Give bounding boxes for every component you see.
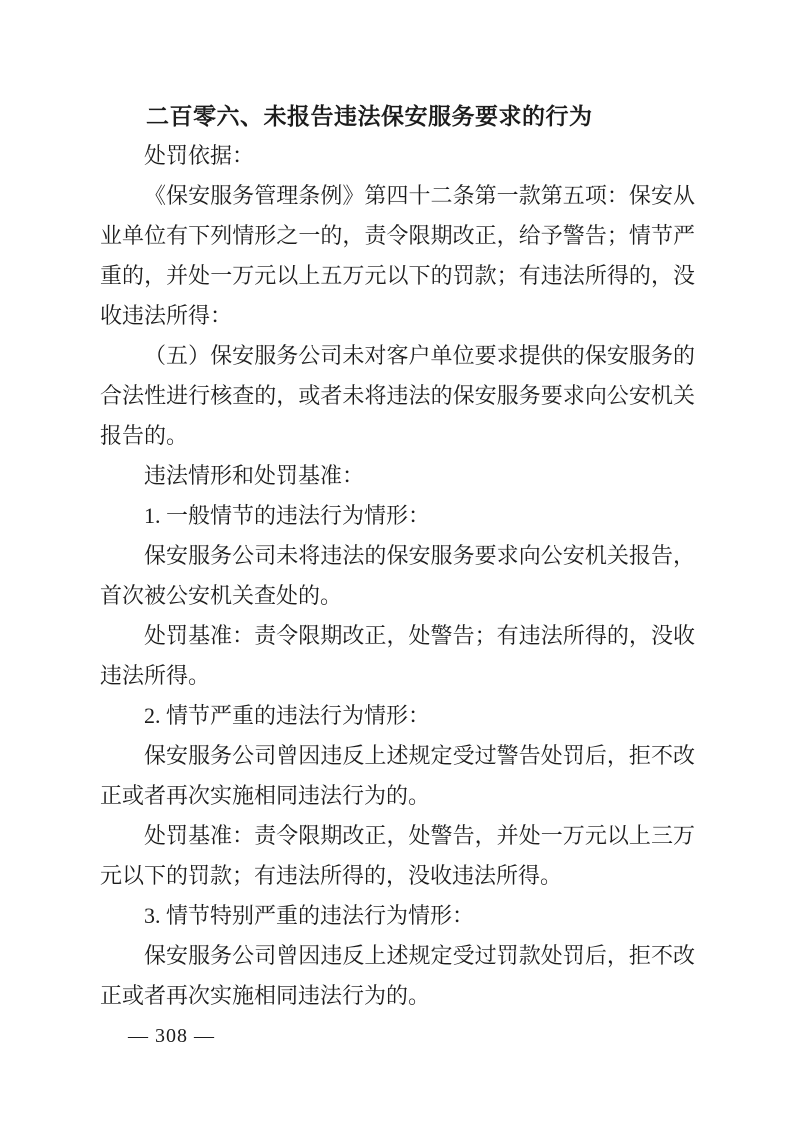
paragraph-case2-penalty: 处罚基准：责令限期改正，处警告，并处一万元以上三万元以下的罚款；有违法所得的，没收违法所得。: [100, 823, 695, 888]
paragraph-case1-heading: 1. 一般情节的违法行为情形：: [144, 503, 431, 528]
paragraph-case2-situation: 保安服务公司曾因违反上述规定受过警告处罚后，拒不改正或者再次实施相同违法行为的。: [100, 743, 695, 808]
paragraph-case1-penalty: 处罚基准：责令限期改正，处警告；有违法所得的，没收违法所得。: [100, 623, 695, 688]
paragraph-item-five: （五）保安服务公司未对客户单位要求提供的保安服务的合法性进行核查的，或者未将违法的保安服务要求向公安机关报告的。: [100, 343, 695, 448]
page-number: — 308 —: [128, 1025, 215, 1047]
paragraph-case3-heading: 3. 情节特别严重的违法行为情形：: [144, 903, 475, 928]
paragraph-case2-heading: 2. 情节严重的违法行为情形：: [144, 703, 431, 728]
paragraph-case1-situation: 保安服务公司未将违法的保安服务要求向公安机关报告，首次被公安机关查处的。: [100, 543, 695, 608]
paragraph-case3-situation: 保安服务公司曾因违反上述规定受过罚款处罚后，拒不改正或者再次实施相同违法行为的。: [100, 943, 695, 1008]
paragraph-penalty-basis-label: 处罚依据：: [144, 143, 255, 168]
section-title: 二百零六、未报告违法保安服务要求的行为: [146, 103, 593, 129]
paragraph-violation-standard-label: 违法情形和处罚基准：: [144, 463, 365, 488]
paragraph-regulation-citation: 《保安服务管理条例》第四十二条第一款第五项：保安从业单位有下列情形之一的，责令限期改正，给予警告；情节严重的，并处一万元以上五万元以下的罚款；有违法所得的，没收违法所得：: [100, 183, 695, 328]
